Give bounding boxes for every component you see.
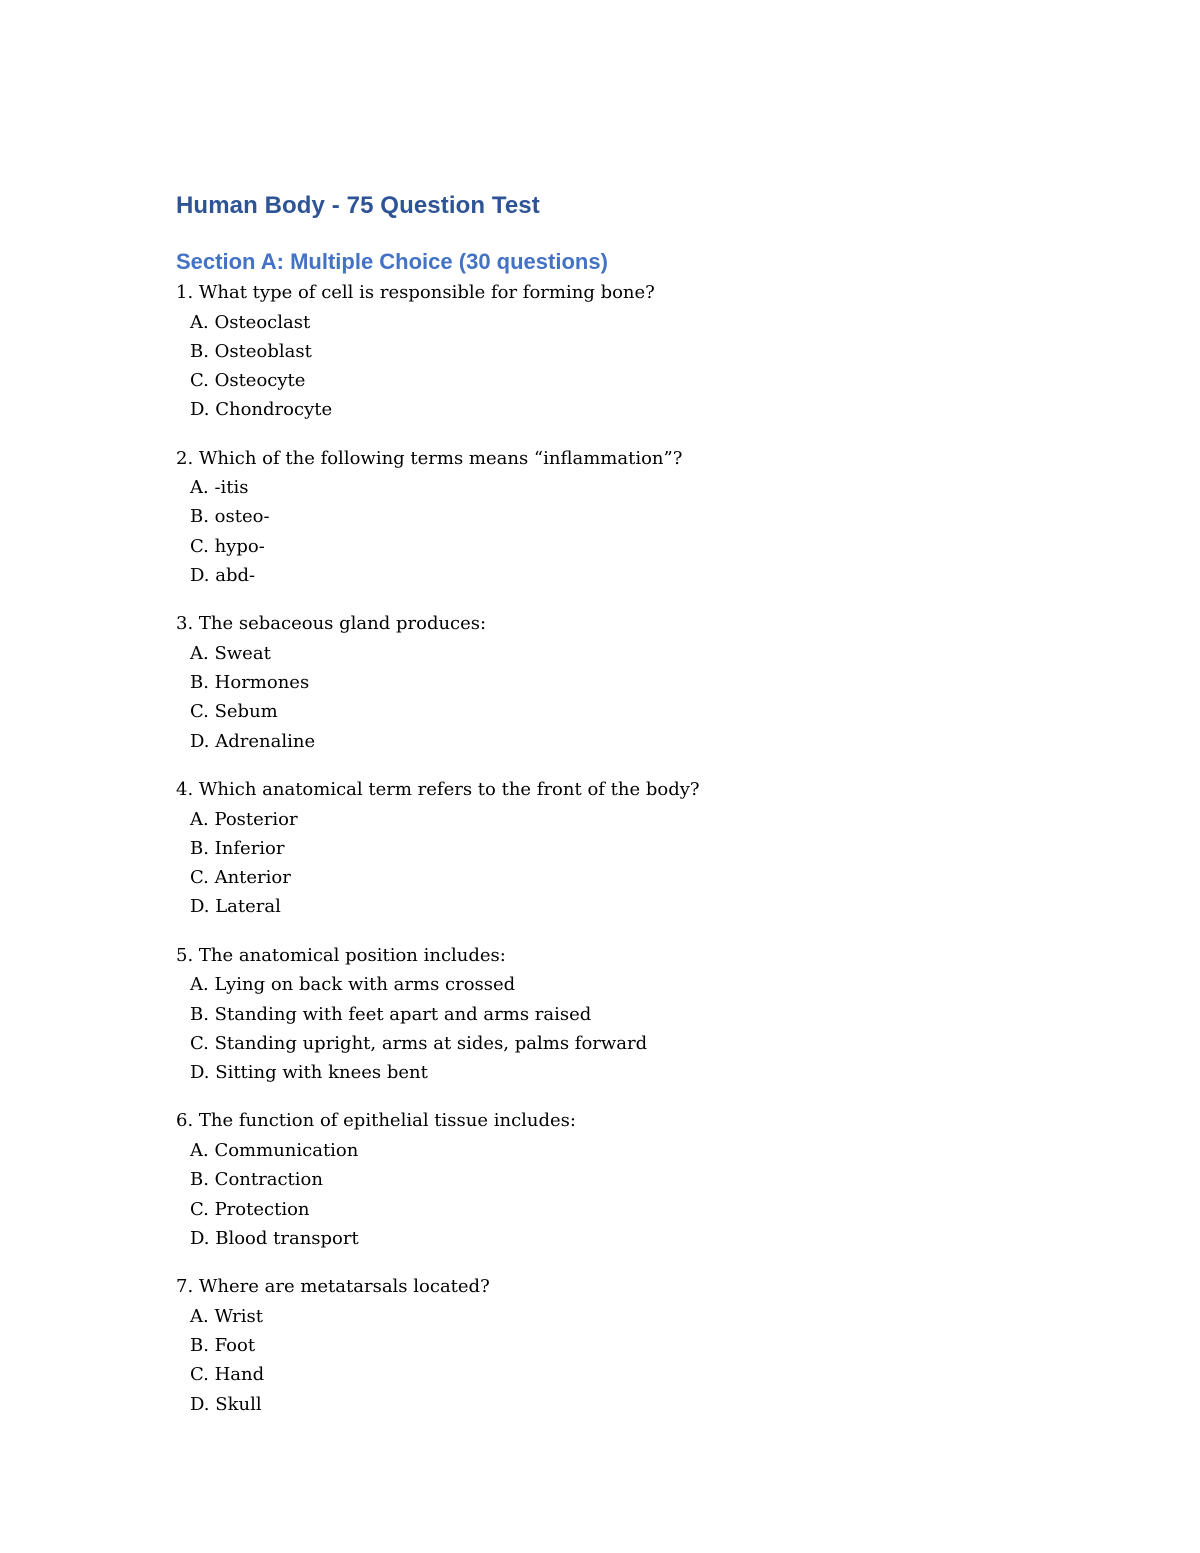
answer-option-d: D. Adrenaline [190,730,316,752]
answer-option-b: B. Hormones [190,672,310,694]
answer-option-c: C. Standing upright, arms at sides, palms forward [190,1032,648,1054]
answer-options [176,805,1076,922]
answer-option-a: A. Lying on back with arms crossed [190,974,516,996]
answer-option-c: C. Anterior [190,867,291,889]
answer-option-d: D. Skull [190,1393,262,1415]
question-1 [176,278,1076,425]
answer-options [176,473,1076,590]
question-text: 7. Where are metatarsals located? [176,1276,490,1298]
answer-option-c: C. Osteocyte [190,370,306,392]
answer-options [176,639,1076,756]
question-7 [176,1272,1076,1419]
answer-option-d: D. Chondrocyte [190,399,333,421]
answer-option-c: C. Hand [190,1364,265,1386]
answer-option-b: B. osteo- [190,506,270,528]
answer-option-d: D. Blood transport [190,1227,359,1249]
document-title: Human Body - 75 Question Test [176,192,540,219]
question-text: 6. The function of epithelial tissue includes: [176,1110,576,1132]
question-4 [176,775,1076,922]
answer-option-c: C. Protection [190,1198,310,1220]
answer-option-d: D. abd- [190,565,256,587]
answer-option-a: A. -itis [190,477,249,499]
answer-option-d: D. Lateral [190,896,281,918]
answer-option-a: A. Wrist [190,1305,263,1327]
answer-option-a: A. Sweat [190,642,271,664]
section-heading: Section A: Multiple Choice (30 questions) [176,249,608,274]
answer-option-b: B. Contraction [190,1169,323,1191]
answer-option-a: A. Osteoclast [190,311,311,333]
answer-option-b: B. Osteoblast [190,340,312,362]
answer-option-a: A. Posterior [190,808,298,830]
question-3 [176,609,1076,756]
answer-options [176,1136,1076,1253]
question-text: 4. Which anatomical term refers to the front of the body? [176,779,700,801]
answer-option-c: C. hypo- [190,535,265,557]
question-text: 3. The sebaceous gland produces: [176,613,487,635]
question-2 [176,444,1076,591]
answer-option-b: B. Inferior [190,837,285,859]
question-text: 5. The anatomical position includes: [176,944,506,966]
question-text: 1. What type of cell is responsible for forming bone? [176,282,655,303]
question-text: 2. Which of the following terms means “inflammation”? [176,447,683,469]
question-list [176,278,1076,1419]
question-6 [176,1106,1076,1253]
document-page [176,190,1076,1419]
answer-option-a: A. Communication [190,1139,359,1161]
answer-options [176,970,1076,1087]
answer-option-d: D. Sitting with knees bent [190,1062,428,1084]
answer-options [176,308,1076,425]
answer-option-b: B. Foot [190,1334,256,1356]
answer-option-b: B. Standing with feet apart and arms raised [190,1003,592,1025]
question-5 [176,941,1076,1088]
answer-options [176,1302,1076,1419]
answer-option-c: C. Sebum [190,701,278,723]
